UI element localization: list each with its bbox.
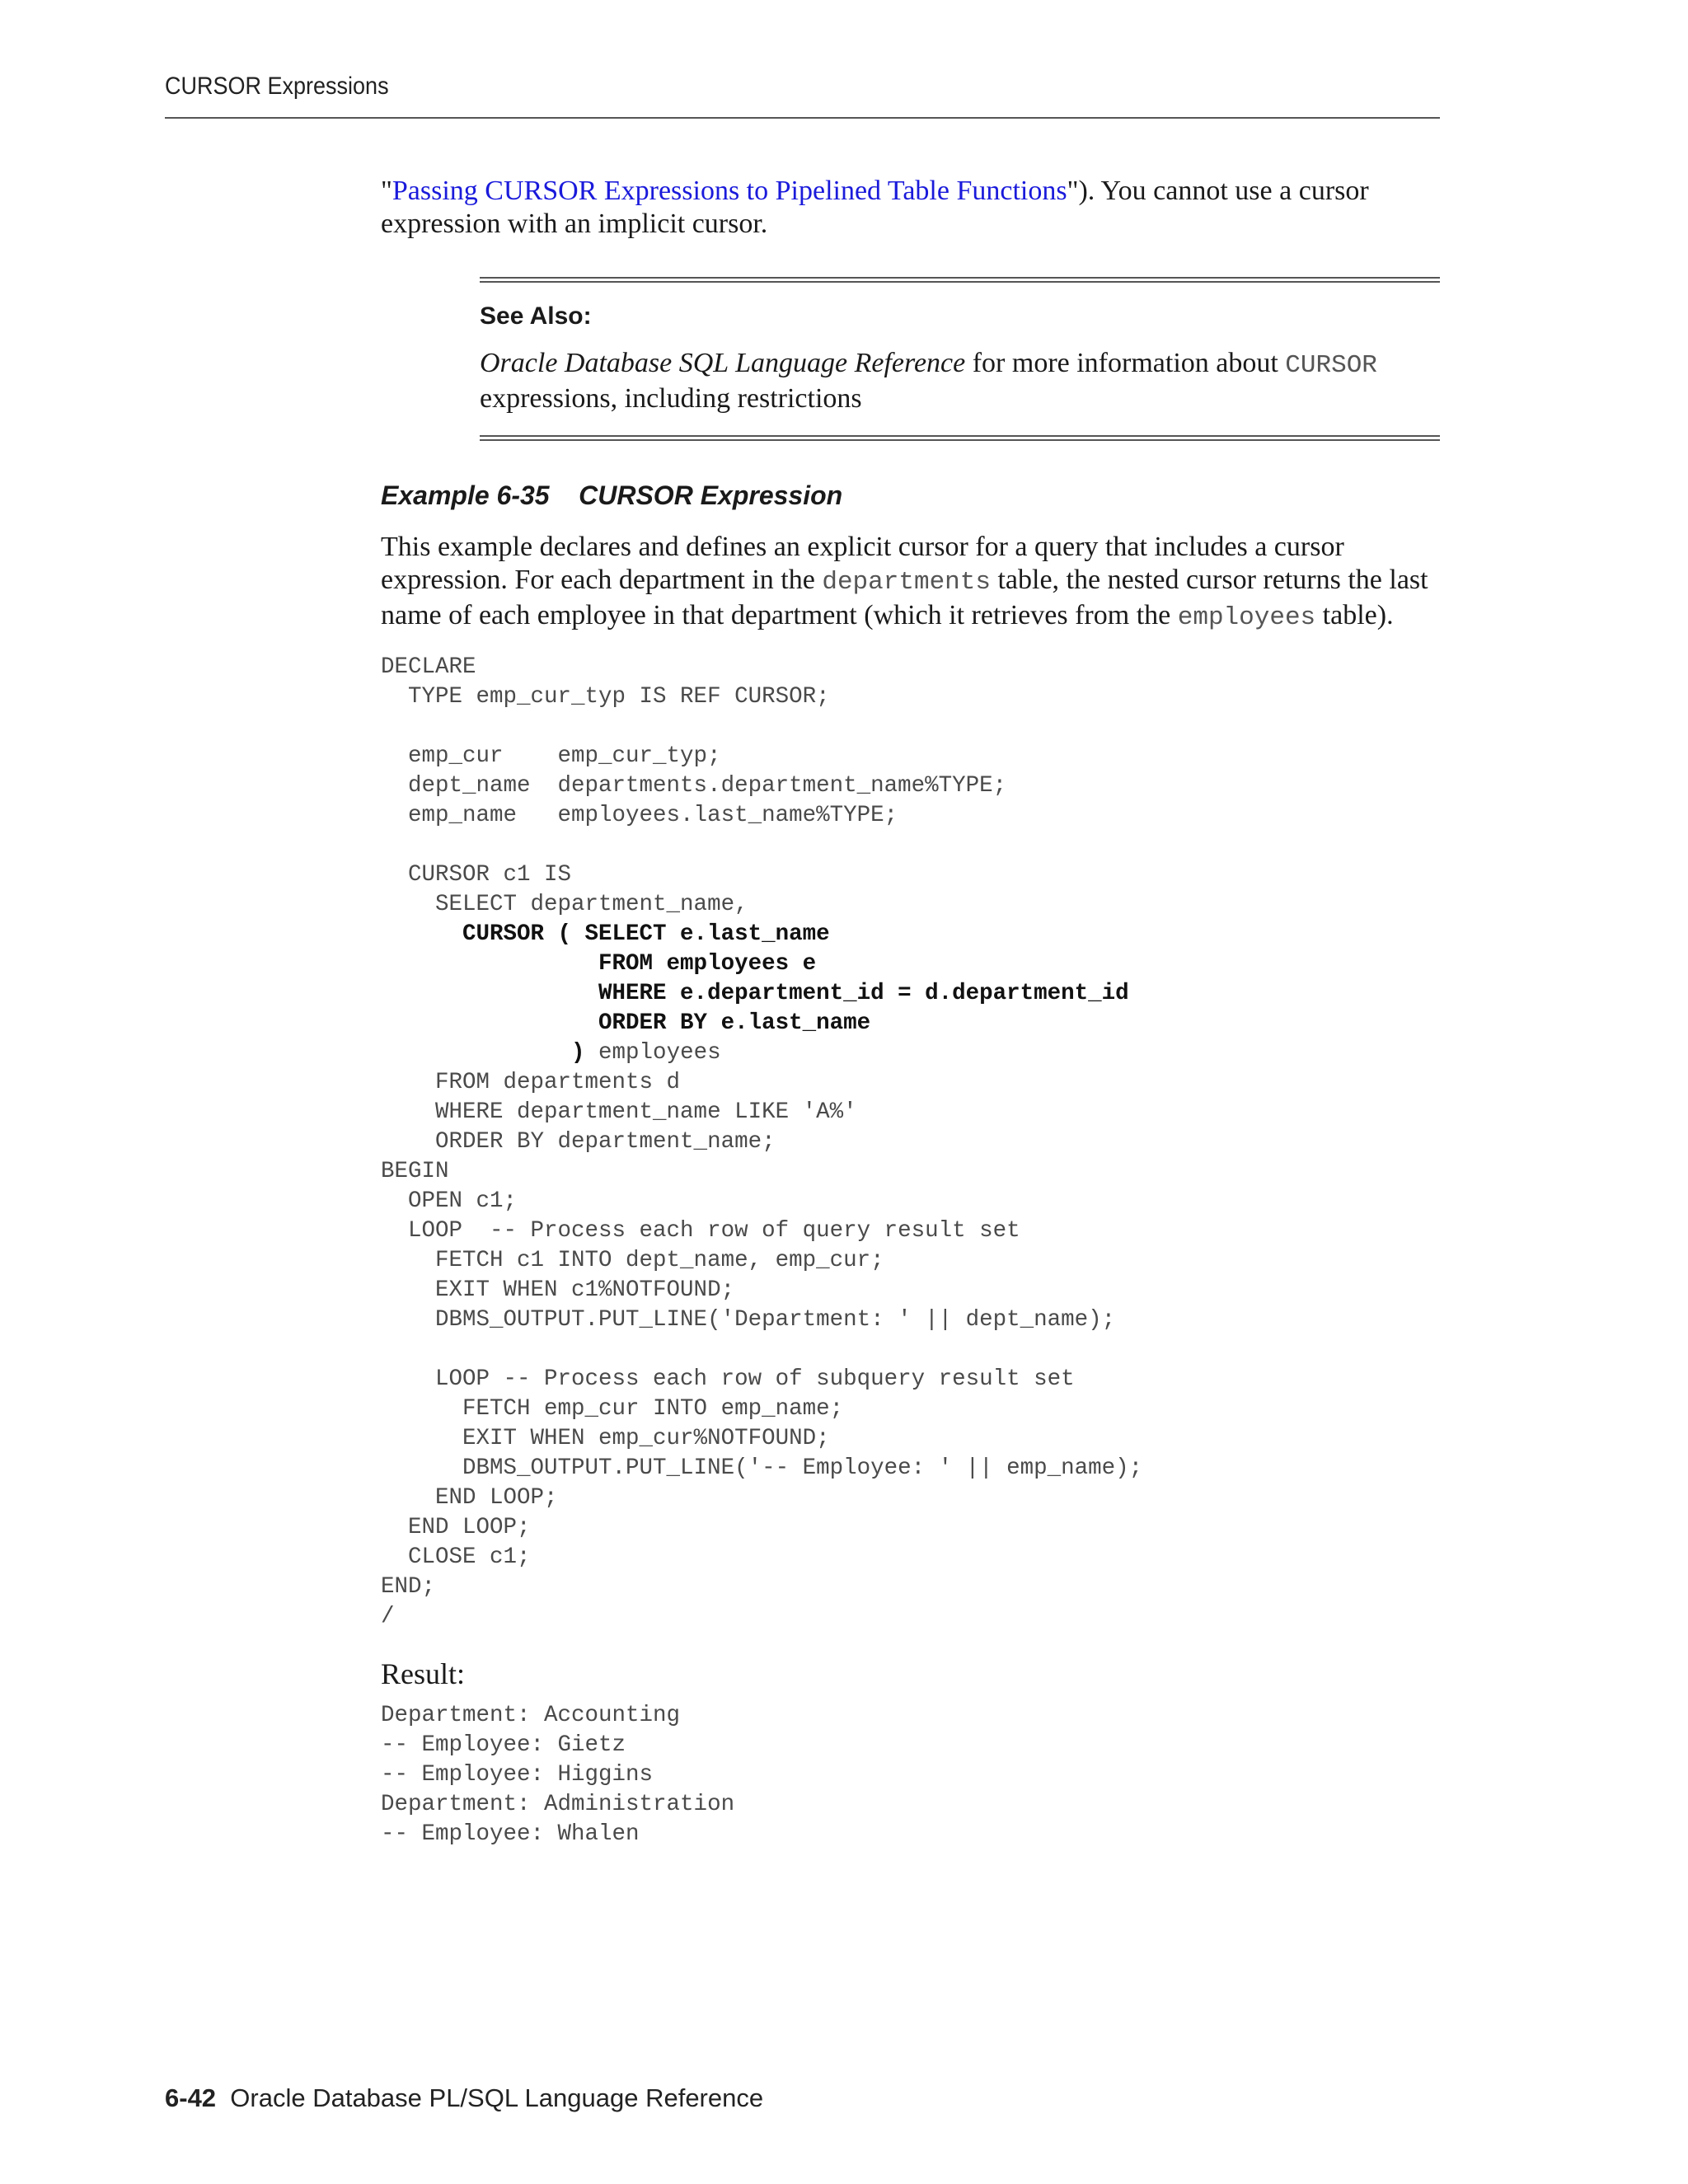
note-book-title: Oracle Database SQL Language Reference <box>480 348 966 378</box>
example-desc-part-2: table, the nested cursor returns the last name of each employee in that department (which it retrieves from the <box>381 565 1428 630</box>
example-desc-part-1: This example declares and defines an explicit cursor for a query that includes a cursor expression. For each department in the <box>381 532 1344 595</box>
note-text-part-1: for more information about <box>965 348 1286 378</box>
code-highlighted: CURSOR ( SELECT e.last_name FROM employees e WHERE e.department_id = d.department_id ORDER BY e.last_name ) <box>462 921 1129 1066</box>
running-header: CURSOR Expressions <box>165 73 389 100</box>
cross-reference-link[interactable]: Passing CURSOR Expressions to Pipelined Table Functions <box>392 176 1067 206</box>
intro-paragraph <box>381 175 1440 241</box>
note-code: CURSOR <box>1285 351 1377 380</box>
example-desc-part-3: table). <box>1315 600 1394 630</box>
note-title: See Also: <box>480 302 592 330</box>
code-part-2: employees FROM departments d WHERE department_name LIKE 'A%' ORDER BY department_name; BEGIN OPEN c1; LOOP -- Process each row of query result set FETCH c1 INTO dept_name, emp_cur; EXIT WHEN c1%NOTFOUND; DBMS_OUTPUT.PUT_LINE('Department: ' || dept_name); LOOP -- Process each row of subquery result set FETCH emp_cur INTO emp_name; EXIT WHEN emp_cur%NOTFOUND; DBMS_OUTPUT.PUT_LINE('-- Employee: ' || emp_name); END LOOP; END LOOP; CLOSE c1; END; / <box>381 1040 1143 1629</box>
page-number: 6-42 <box>165 2083 217 2112</box>
code-part-1: DECLARE TYPE emp_cur_typ IS REF CURSOR; emp_cur emp_cur_typ; dept_name departments.department_name%TYPE; emp_name employees.last_name%TYPE; CURSOR c1 IS SELECT department_name, <box>381 654 1007 917</box>
book-title: Oracle Database PL/SQL Language Reference <box>230 2083 764 2112</box>
code-example <box>381 653 1440 1632</box>
open-quote: " <box>381 176 392 206</box>
example-title: Example 6-35 CURSOR Expression <box>381 480 843 510</box>
page-body <box>381 175 1440 1849</box>
result-output: Department: Accounting -- Employee: Gietz -- Employee: Higgins Department: Administration -- Employee: Whalen <box>381 1703 735 1847</box>
example-description <box>381 531 1440 635</box>
example-desc-code-1: departments <box>822 568 991 597</box>
page-footer <box>165 2083 763 2113</box>
note-text-part-2: expressions, including restrictions <box>480 383 862 414</box>
note-text <box>480 347 1440 415</box>
intro-text: "). You cannot use a cursor expression with an implicit cursor. <box>381 176 1369 239</box>
note-top-rule <box>480 277 1440 283</box>
see-also-note <box>480 277 1440 441</box>
header-rule <box>165 117 1440 119</box>
result-label: Result: <box>381 1657 466 1690</box>
example-desc-code-2: employees <box>1177 603 1316 632</box>
note-bottom-rule <box>480 435 1440 441</box>
